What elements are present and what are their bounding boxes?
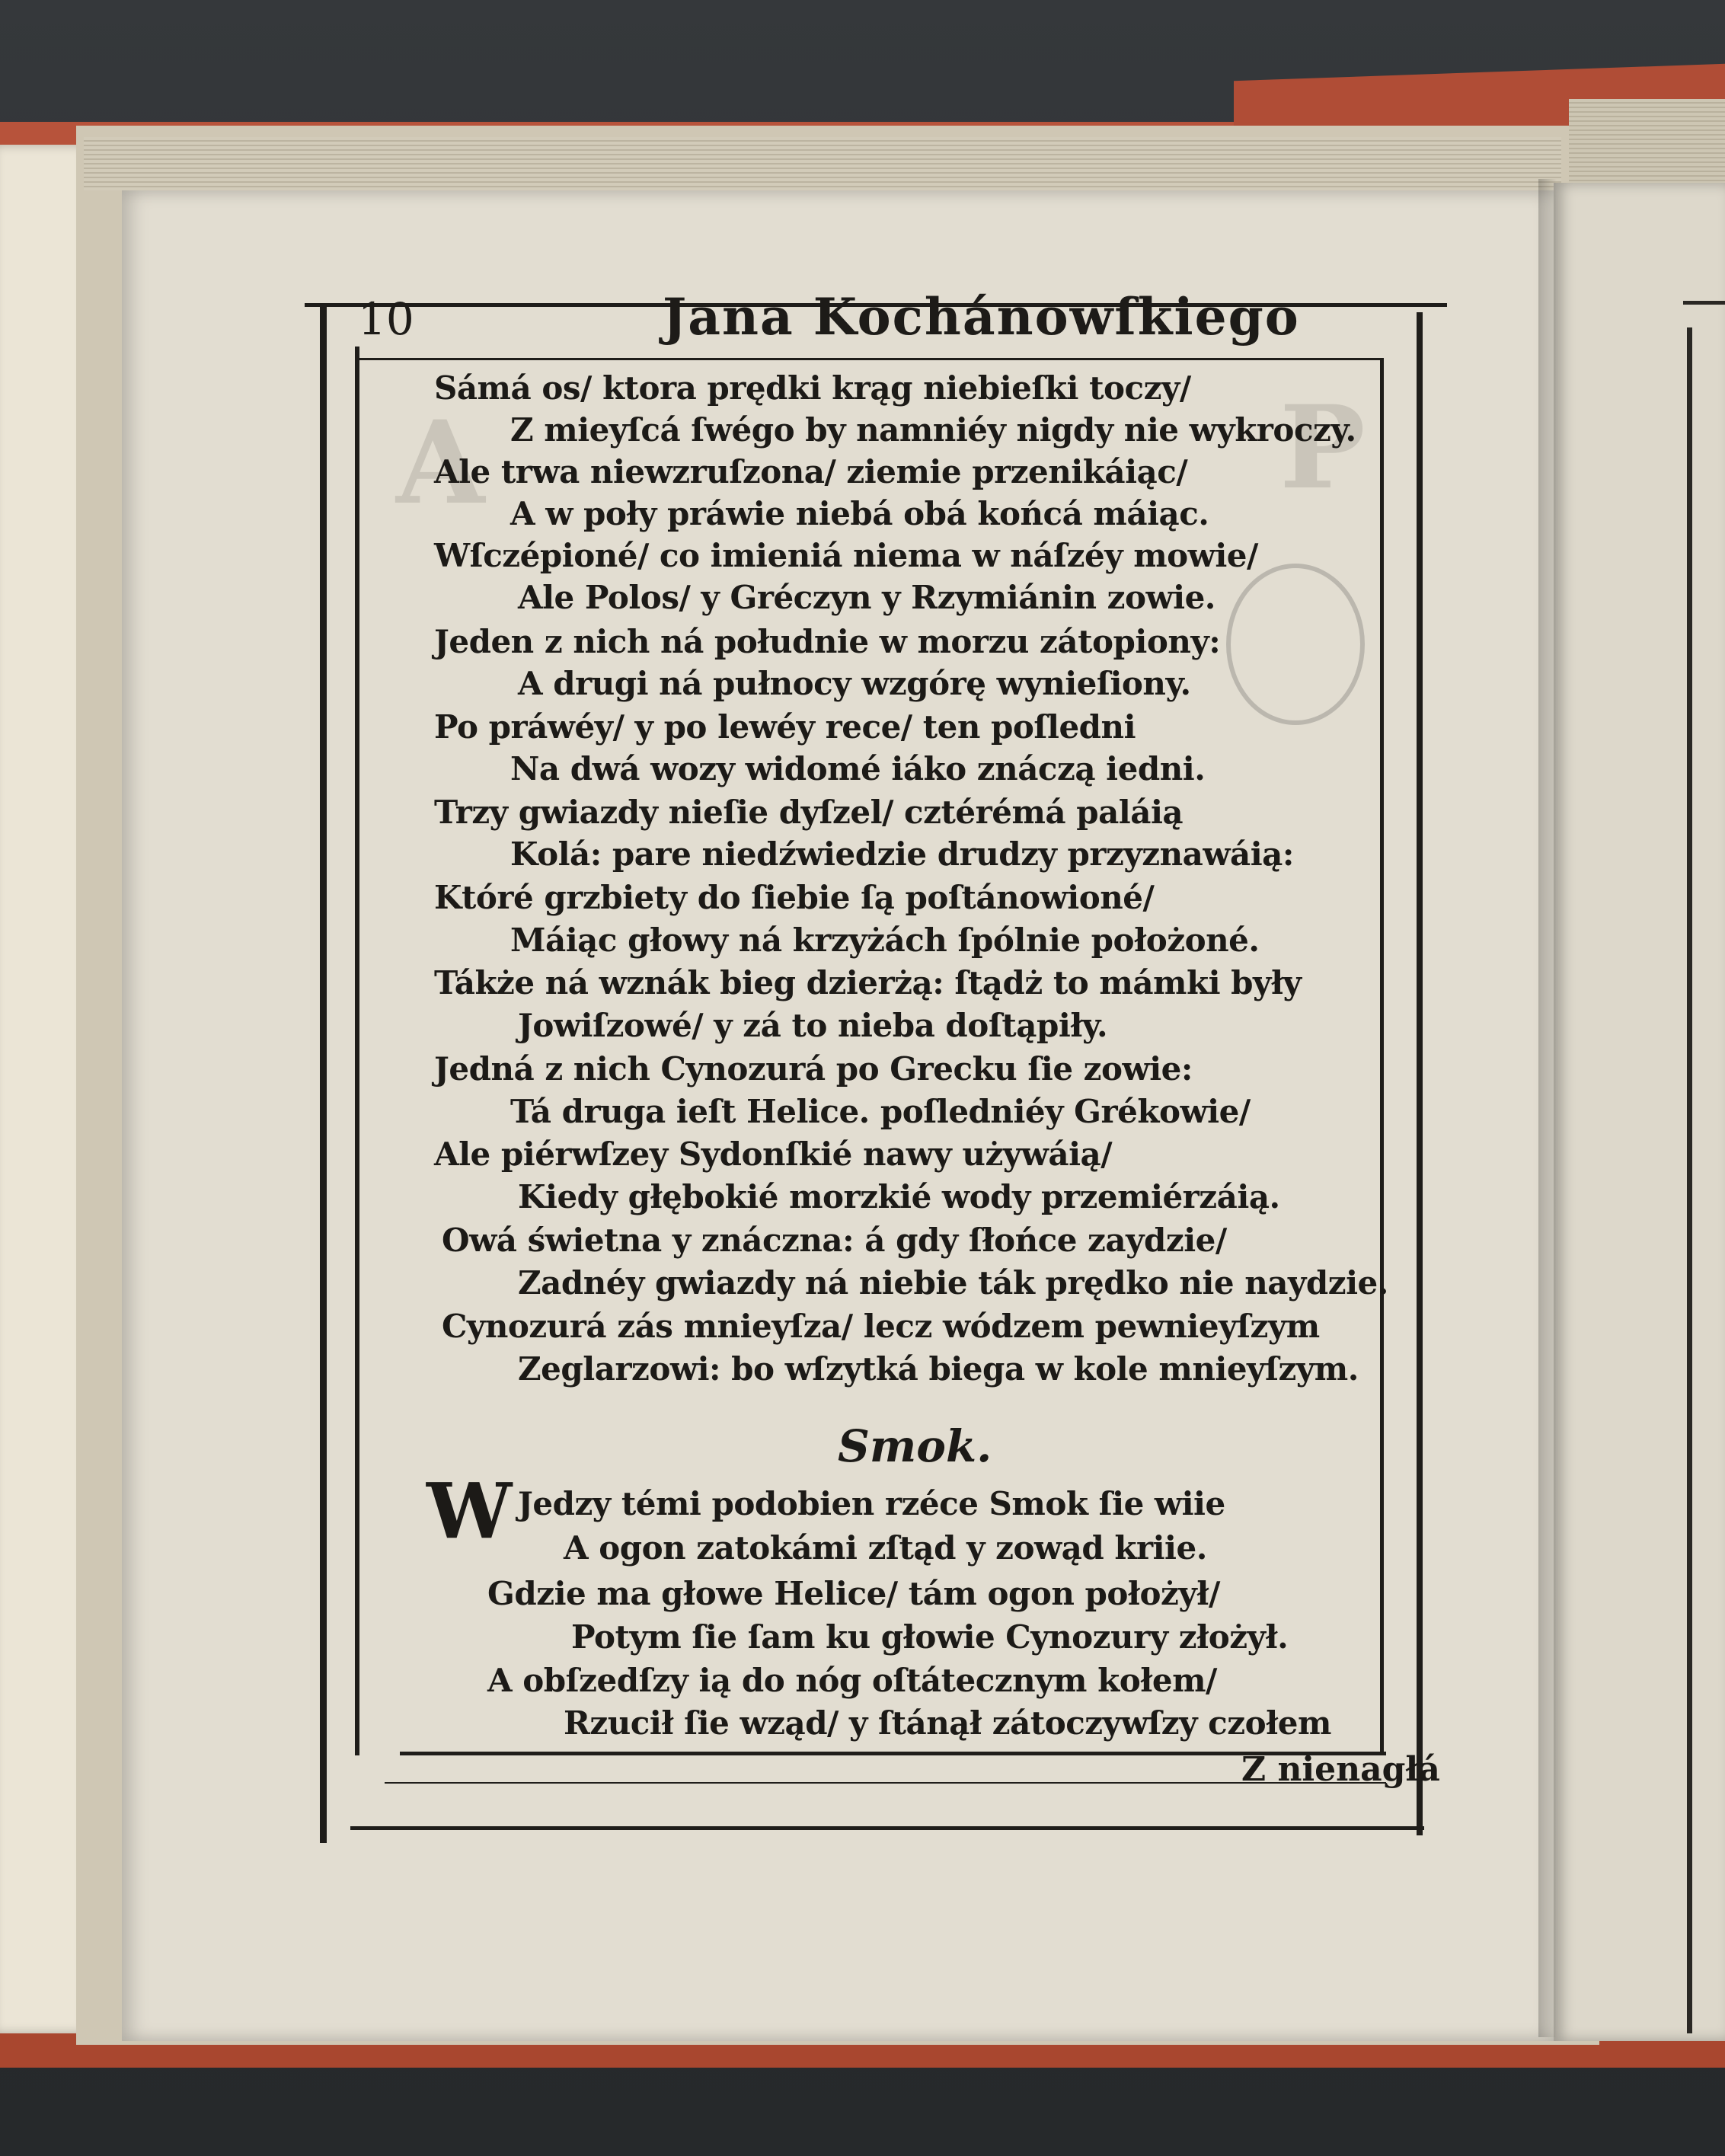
poem-line: Wſczépioné/ co imieniá niema w náſzéy mowie/ [434,537,1258,574]
frame-rule-left-inner [355,347,359,1755]
poem-line: Jedzy témi podobien rzéce Smok ſie wiie [518,1485,1225,1522]
page-number: 10 [358,293,414,345]
poem-line: Ale piérwſzey Sydonſkié nawy używáią/ [434,1135,1113,1173]
poem-line: Trzy gwiazdy nieſie dyſzel/ cztérémá paláią [434,794,1184,831]
gutter-shadow [1538,179,1557,2037]
facing-page [1554,183,1725,2041]
poem-line: Z mieyſcá ſwégo by namniéy nigdy nie wykroczy. [510,411,1356,449]
poem-line: Gdzie ma głowe Helice/ tám ogon położył/ [487,1575,1220,1612]
page-edges [84,137,1561,190]
poem-line: Máiąc głowy ná krzyżách ſpólnie położoné. [510,921,1260,959]
poem-line: Tákże ná wznák bieg dzierżą: ſtądż to mámki były [434,964,1302,1001]
frame-rule-bottom [350,1826,1424,1830]
frame-rule-inner-top [358,358,1382,360]
page-header [358,287,1409,354]
poem-line: Tá druga ieſt Helice. poſledniéy Grékowie/ [510,1093,1251,1130]
show-through: P [1279,381,1366,515]
poem-line: Ale trwa niewzruſzona/ ziemie przenikáiąc/ [434,453,1188,490]
library-stamp [1226,564,1365,725]
poem-line: Ale Polos/ y Gréczyn y Rzymiánin zowie. [518,579,1215,616]
poem-line: Na dwá wozy widomé iáko znáczą iedni. [510,750,1206,787]
catchword: Z nienagłá [1241,1750,1440,1789]
poem-line: Jedná z nich Cynozurá po Grecku ſie zowie: [434,1050,1193,1088]
rule [1683,301,1725,305]
poem-line: Kiedy głębokié morzkié wody przemiérzáią. [518,1178,1280,1215]
frame-rule-left [320,305,327,1843]
show-through: A [396,396,485,530]
running-head: Jana Kochánowſkiego [663,287,1300,347]
poem-line: A w poły práwie niebá obá końcá máiąc. [510,495,1209,532]
drop-initial: W [426,1466,513,1556]
poem-line: Owá świetna y znáczna: á gdy ſłońce zaydzie/ [442,1222,1227,1259]
page-edges [1569,99,1725,187]
frame-rule-right [1417,312,1423,1835]
poem-line: Rzucił ſie wząd/ y ſtánął zátoczywſzy czołem [564,1704,1331,1742]
poem-line: Któré grzbiety do ſiebie ſą poſtánowioné/ [434,879,1155,916]
frame-rule-right-inner [1380,358,1384,1752]
poem-line: A obſzedſzy ią do nóg oſtátecznym kołem/ [487,1662,1217,1699]
poem-line: Cynozurá zás mnieyſza/ lecz wódzem pewnieyſzym [442,1308,1320,1345]
poem-line: Zeglarzowi: bo wſzytká biega w kole mnieyſzym. [518,1350,1359,1388]
poem-line: Kolá: pare niedźwiedzie drudzy przyznawáią: [510,835,1294,873]
poem-line: Sámá os/ ktora prędki krąg niebieſki toczy/ [434,369,1191,407]
poem-line: Po práwéy/ y po lewéy rece/ ten poſledni [434,708,1136,746]
rule [1687,327,1692,2033]
poem-line: Jowiſzowé/ y zá to nieba doſtąpiły. [518,1007,1108,1044]
poem-line: Potym ſie ſam ku głowie Cynozury złożył. [571,1618,1289,1656]
poem-line: Zadnéy gwiazdy ná niebie ták prędko nie naydzie. [518,1264,1388,1302]
section-heading: Smok. [838,1420,992,1472]
frame-rule-inner-bottom [385,1782,1386,1784]
poem-line: A ogon zatokámi zſtąd y zowąd kriie. [564,1529,1207,1567]
frame-rule-inner-bottom [400,1752,1386,1755]
poem-line: A drugi ná pułnocy wzgórę wynieſiony. [518,665,1191,702]
poem-line: Jeden z nich ná południe w morzu zátopiony: [434,623,1221,660]
